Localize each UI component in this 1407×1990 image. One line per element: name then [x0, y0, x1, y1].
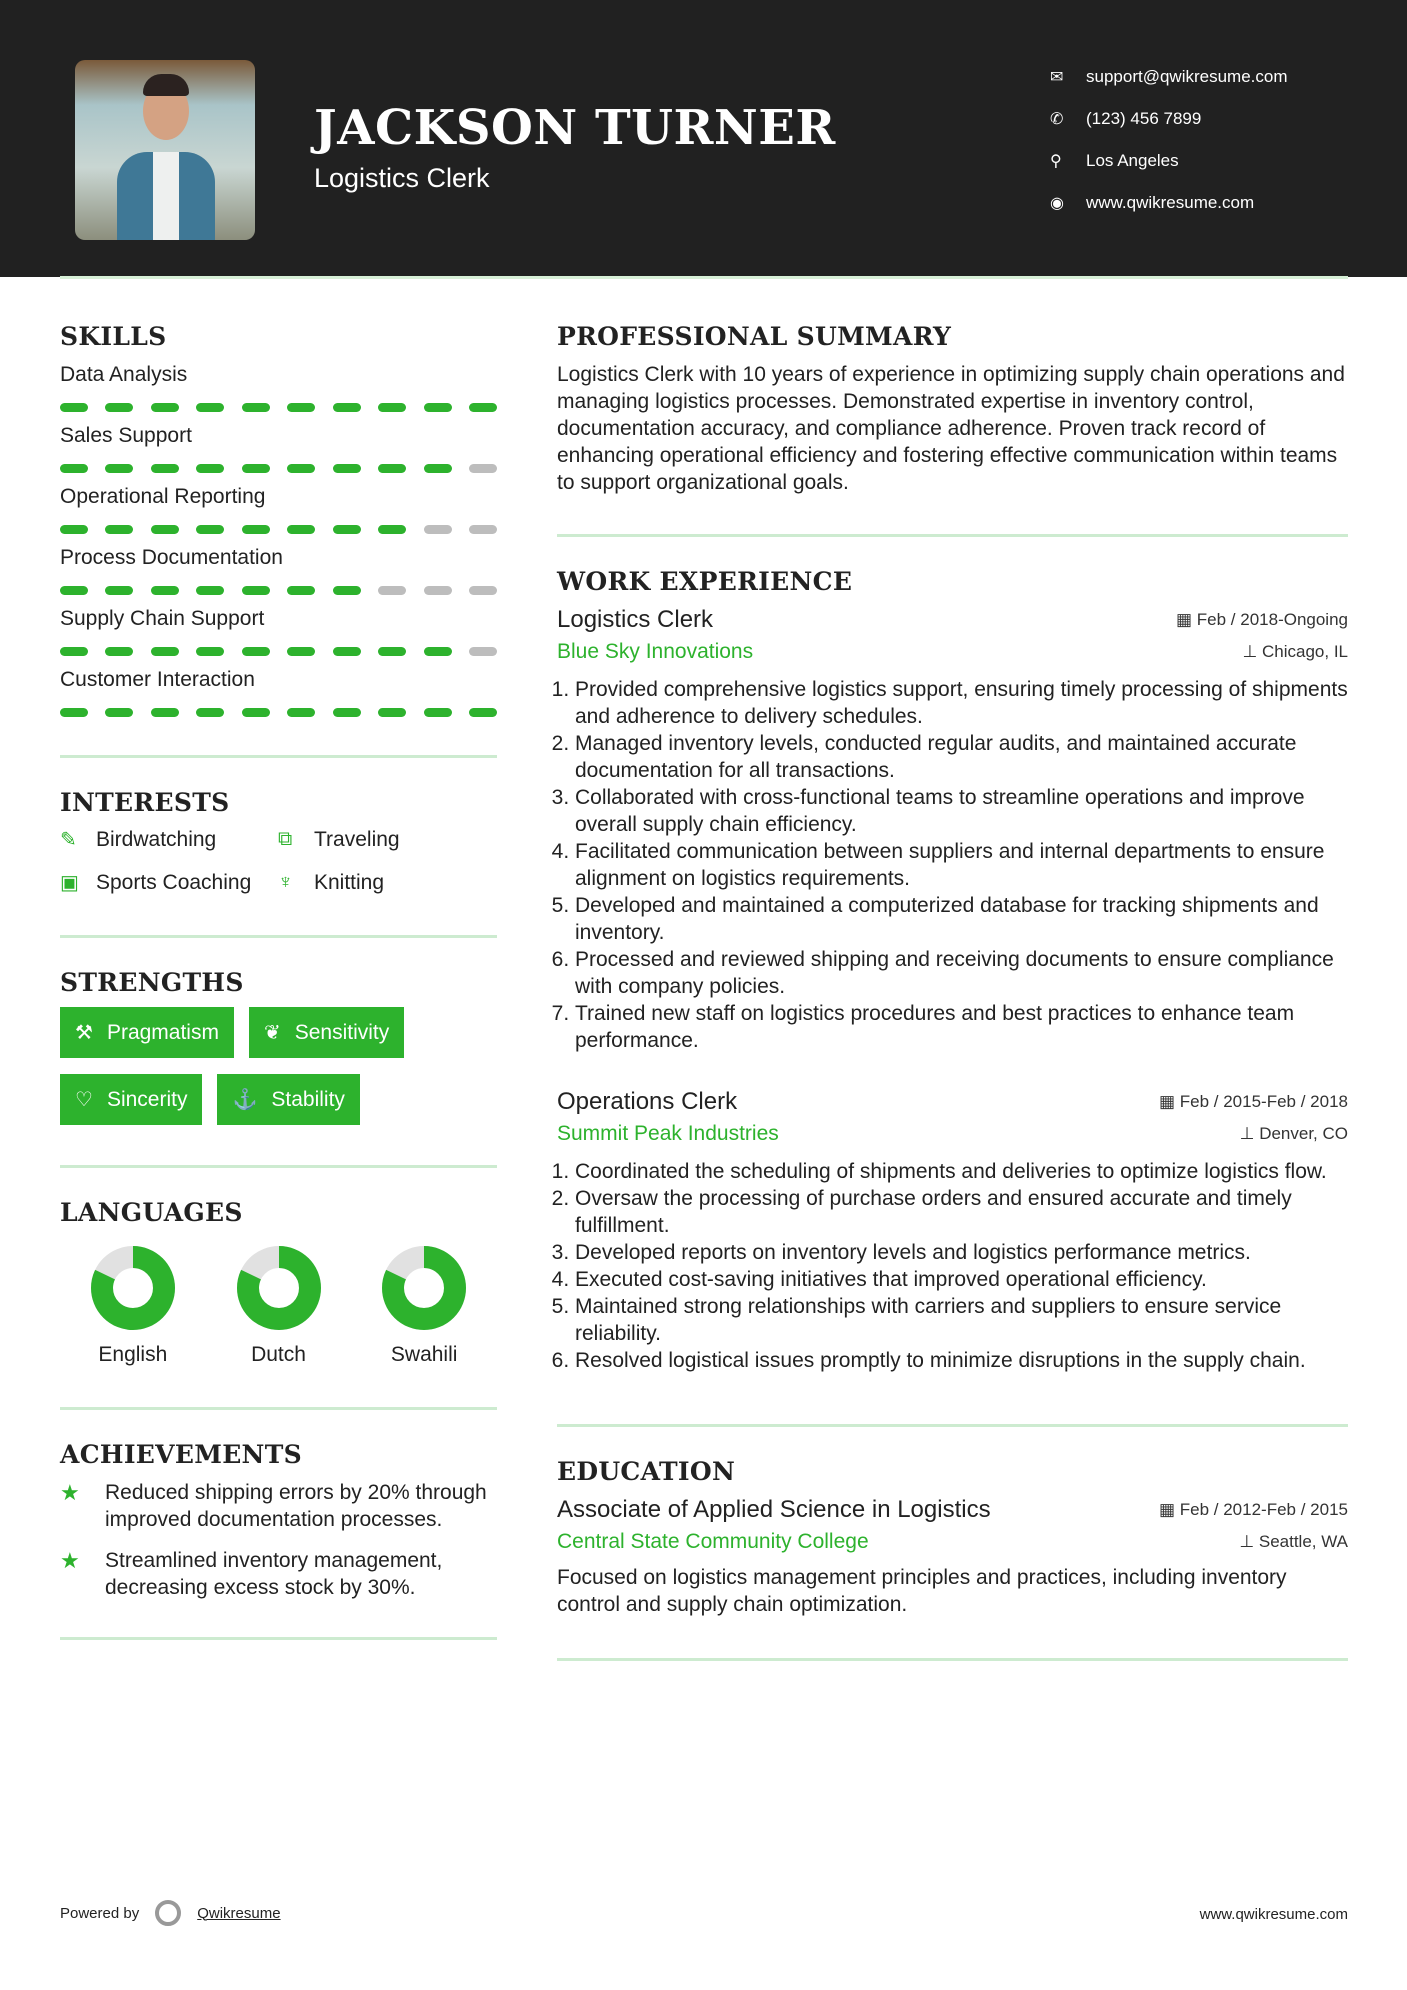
skill-dash-filled [196, 525, 224, 534]
left-column [60, 322, 497, 1640]
skill-dash-empty [469, 586, 497, 595]
skill-dash-filled [333, 403, 361, 412]
skill-dash-filled [196, 708, 224, 717]
job-dates [1176, 610, 1348, 630]
achievement-item [60, 1479, 497, 1533]
skill-dash-filled [333, 586, 361, 595]
star-icon: ★ [60, 1548, 80, 1573]
job-bullet: 6. Resolved logistical issues promptly to minimize disruptions in the supply chain. [575, 1347, 1348, 1374]
job-bullet: 4. Executed cost-saving initiatives that improved operational efficiency. [575, 1266, 1348, 1293]
skill-level-bar [60, 647, 497, 656]
skill-level-bar [60, 464, 497, 473]
strength-badge [60, 1074, 202, 1125]
skill-label: Supply Chain Support [60, 607, 265, 630]
skill-dash-filled [105, 647, 133, 656]
skill-dash-filled [242, 586, 270, 595]
job-bullet: 1. Provided comprehensive logistics support, ensuring timely processing of shipments and adherence to delivery schedules. [575, 676, 1348, 730]
skill-dash-filled [105, 525, 133, 534]
skill-label: Process Documentation [60, 546, 283, 569]
anchor-icon: ⚓ [232, 1089, 258, 1111]
summary-text: Logistics Clerk with 10 years of experience in optimizing supply chain operations and managing logistics processes. Demonstrated expertise in inventory control, documentation accuracy, and compliance adherence. Proven track record of enhancing operational efficiency and fostering effective communication within teams to support organizational goals. [557, 363, 1345, 494]
job-entry [557, 1088, 1348, 1374]
skill-dash-empty [469, 525, 497, 534]
contact-item [1050, 56, 1288, 98]
job-header [557, 606, 1348, 634]
job-bullet: 3. Developed reports on inventory levels and logistics performance metrics. [575, 1239, 1348, 1266]
header-divider [60, 276, 1348, 279]
job-bullets [557, 1158, 1348, 1374]
job-entry [557, 606, 1348, 1054]
skill-dash-filled [151, 647, 179, 656]
skill-dash-filled [333, 464, 361, 473]
profile-photo [75, 60, 255, 240]
skill-dash-filled [287, 403, 315, 412]
contact-item [1050, 98, 1288, 140]
strengths-list [60, 1007, 497, 1125]
skill-dash-filled [196, 647, 224, 656]
section-divider [557, 1424, 1348, 1427]
skill-dash-filled [151, 403, 179, 412]
calendar-icon: ▦ [1158, 1092, 1180, 1111]
company-name: Summit Peak Industries [557, 1122, 779, 1145]
contact-item [1050, 140, 1288, 182]
skill-dash-empty [469, 647, 497, 656]
language-donut [90, 1245, 176, 1331]
contact-text[interactable]: Los Angeles [1086, 151, 1179, 170]
contact-list [1050, 56, 1288, 224]
jobs-list [557, 606, 1348, 1374]
section-divider [60, 1407, 497, 1410]
skill-dash-filled [105, 708, 133, 717]
skill-dash-filled [60, 464, 88, 473]
skill-dash-filled [105, 586, 133, 595]
pin-icon: ⊥ [1239, 1532, 1259, 1551]
skill-dash-empty [469, 464, 497, 473]
skill-level-bar [60, 525, 497, 534]
interest-label: Traveling [314, 827, 400, 851]
skill-dash-filled [469, 708, 497, 717]
skill-dash-filled [151, 586, 179, 595]
interest-item [60, 870, 278, 895]
school: Central State Community College [557, 1530, 869, 1553]
skill-dash-filled [378, 464, 406, 473]
job-dates-text: Feb / 2015-Feb / 2018 [1179, 1092, 1348, 1111]
skill-dash-filled [60, 647, 88, 656]
skills-list [60, 361, 497, 717]
section-divider [557, 1658, 1348, 1661]
language-donut [381, 1245, 467, 1331]
skill-dash-filled [287, 586, 315, 595]
job-location-text: Chicago, IL [1262, 642, 1348, 661]
section-divider [557, 534, 1348, 537]
qwikresume-logo-icon [155, 1900, 181, 1926]
skill-dash-filled [242, 525, 270, 534]
education-location: Seattle, WA [1258, 1532, 1348, 1551]
achievement-text: Reduced shipping errors by 20% through improved documentation processes. [105, 1481, 487, 1531]
skill-dash-filled [378, 525, 406, 534]
language-item [206, 1245, 352, 1367]
job-bullets [557, 676, 1348, 1054]
job-location-text: Denver, CO [1259, 1124, 1348, 1143]
job-bullet: 5. Maintained strong relationships with carriers and suppliers to ensure service reliability. [575, 1293, 1348, 1347]
section-divider [60, 1165, 497, 1168]
skill-dash-filled [60, 403, 88, 412]
right-column [557, 322, 1348, 1661]
interest-label: Sports Coaching [96, 870, 252, 894]
education-heading: EDUCATION [557, 1457, 736, 1486]
contact-text[interactable]: support@qwikresume.com [1086, 67, 1288, 86]
calendar-icon: ▦ [1175, 610, 1197, 629]
interests-list [60, 827, 497, 895]
skill-dash-filled [333, 647, 361, 656]
skill-dash-filled [105, 464, 133, 473]
leaf-icon: ❦ [263, 1022, 281, 1044]
job-bullet: 3. Collaborated with cross-functional teams to streamline operations and improve overall supply chain efficiency. [575, 784, 1348, 838]
binoculars-icon: ⧉ [278, 828, 293, 850]
skill-level-bar [60, 403, 497, 412]
qwikresume-link[interactable]: Qwikresume [197, 1904, 281, 1922]
strength-label: Sincerity [106, 1087, 188, 1111]
skill-dash-filled [60, 586, 88, 595]
languages-heading: LANGUAGES [60, 1198, 243, 1227]
skill-dash-filled [378, 708, 406, 717]
interest-item [278, 870, 497, 895]
language-label: Swahili [390, 1343, 458, 1366]
skill-dash-filled [105, 403, 133, 412]
skill-dash-filled [242, 403, 270, 412]
achievements-list [60, 1479, 497, 1601]
job-bullet: 2. Managed inventory levels, conducted regular audits, and maintained accurate documentation for all transactions. [575, 730, 1348, 784]
summary-heading: PROFESSIONAL SUMMARY [557, 322, 952, 351]
phone-icon: ✆ [1050, 111, 1064, 128]
contact-text[interactable]: www.qwikresume.com [1086, 193, 1255, 212]
language-donut [236, 1245, 322, 1331]
section-divider [60, 755, 497, 758]
job-bullet: 4. Facilitated communication between suppliers and internal departments to ensure alignment on logistics requirements. [575, 838, 1348, 892]
strength-badge [217, 1074, 359, 1125]
degree: Associate of Applied Science in Logistics [557, 1496, 991, 1523]
skill-dash-empty [424, 525, 452, 534]
interest-label: Knitting [314, 870, 385, 894]
strength-label: Stability [271, 1087, 345, 1111]
job-subheader [557, 1122, 1348, 1146]
contact-text[interactable]: (123) 456 7899 [1086, 109, 1202, 128]
skill-label: Sales Support [60, 424, 192, 447]
education-dates: Feb / 2012-Feb / 2015 [1179, 1500, 1348, 1519]
star-icon: ★ [60, 1480, 80, 1505]
interests-heading: INTERESTS [60, 788, 230, 817]
footer-powered-by [60, 1900, 281, 1926]
skill-dash-empty [378, 586, 406, 595]
pin-icon: ⊥ [1242, 642, 1262, 661]
job-title: Logistics Clerk [557, 606, 714, 633]
skill-level-bar [60, 586, 497, 595]
interest-label: Birdwatching [96, 827, 217, 851]
job-bullet: 6. Processed and reviewed shipping and receiving documents to ensure compliance with company policies. [575, 946, 1348, 1000]
skill-dash-filled [424, 708, 452, 717]
skill-dash-filled [242, 647, 270, 656]
language-label: Dutch [251, 1343, 306, 1366]
skill-dash-filled [469, 403, 497, 412]
strength-label: Sensitivity [294, 1020, 390, 1044]
strength-label: Pragmatism [106, 1020, 219, 1044]
skill-dash-filled [196, 403, 224, 412]
skill-label: Data Analysis [60, 363, 188, 386]
achievement-text: Streamlined inventory management, decreasing excess stock by 30%. [105, 1549, 443, 1599]
skill-dash-filled [287, 708, 315, 717]
footer-url[interactable]: www.qwikresume.com [1199, 1906, 1348, 1923]
skill-dash-filled [242, 708, 270, 717]
languages-list [60, 1245, 497, 1367]
skill-label: Operational Reporting [60, 485, 266, 508]
language-item [351, 1245, 497, 1367]
job-location [1242, 642, 1348, 662]
education-description: Focused on logistics management principles and practices, including inventory control and supply chain optimization. [557, 1566, 1287, 1616]
strengths-heading: STRENGTHS [60, 968, 244, 997]
language-label: English [98, 1343, 168, 1366]
globe-icon: ◉ [1050, 195, 1064, 212]
strength-badge [249, 1007, 404, 1058]
pin-icon: ⊥ [1239, 1124, 1260, 1143]
job-bullet: 2. Oversaw the processing of purchase orders and ensured accurate and timely fulfillment. [575, 1185, 1348, 1239]
job-bullet: 5. Developed and maintained a computerized database for tracking shipments and inventory. [575, 892, 1348, 946]
calendar-icon: ▦ [1158, 1500, 1180, 1519]
skill-level-bar [60, 708, 497, 717]
interest-item [278, 827, 497, 852]
skills-heading: SKILLS [60, 322, 167, 351]
envelope-icon: ✉ [1050, 69, 1064, 86]
education-header [557, 1496, 1348, 1524]
job-dates-text: Feb / 2018-Ongoing [1196, 610, 1348, 629]
skill-dash-filled [242, 464, 270, 473]
skill-dash-filled [60, 525, 88, 534]
map-pin-icon: ⚲ [1050, 153, 1062, 170]
skill-dash-filled [424, 403, 452, 412]
job-header [557, 1088, 1348, 1116]
skill-dash-filled [60, 708, 88, 717]
language-item [60, 1245, 206, 1367]
heart-icon: ♡ [75, 1089, 93, 1111]
section-divider [60, 1637, 497, 1640]
skill-dash-filled [333, 708, 361, 717]
job-bullet: 1. Coordinated the scheduling of shipments and deliveries to optimize logistics flow. [575, 1158, 1348, 1185]
skill-dash-filled [333, 525, 361, 534]
experience-heading: WORK EXPERIENCE [557, 567, 853, 596]
powered-by-label: Powered by [60, 1904, 140, 1922]
job-bullet: 7. Trained new staff on logistics procedures and best practices to enhance team performance. [575, 1000, 1348, 1054]
job-subheader [557, 640, 1348, 664]
job-title: Operations Clerk [557, 1088, 738, 1115]
skill-dash-filled [287, 464, 315, 473]
job-location [1240, 1124, 1348, 1144]
company-name: Blue Sky Innovations [557, 640, 754, 663]
achievement-item [60, 1547, 497, 1601]
candidate-name: JACKSON TURNER [314, 100, 836, 156]
suitcase-icon: ▣ [60, 872, 79, 894]
edit-icon: ✎ [60, 829, 77, 851]
skill-dash-filled [287, 525, 315, 534]
candidate-title: Logistics Clerk [314, 163, 490, 193]
resume-header [0, 0, 1407, 277]
skill-dash-filled [287, 647, 315, 656]
skill-label: Customer Interaction [60, 668, 255, 691]
skill-dash-empty [424, 586, 452, 595]
skill-dash-filled [378, 647, 406, 656]
skill-dash-filled [196, 464, 224, 473]
strength-badge [60, 1007, 234, 1058]
achievements-heading: ACHIEVEMENTS [60, 1440, 302, 1469]
skill-dash-filled [151, 708, 179, 717]
skill-dash-filled [378, 403, 406, 412]
skill-dash-filled [424, 464, 452, 473]
job-dates [1159, 1092, 1348, 1112]
trophy-icon: ♆ [278, 871, 293, 893]
contact-item [1050, 182, 1288, 224]
interest-item [60, 827, 278, 852]
skill-dash-filled [151, 464, 179, 473]
skill-dash-filled [196, 586, 224, 595]
section-divider [60, 935, 497, 938]
skill-dash-filled [424, 647, 452, 656]
gavel-icon: ⚒ [75, 1022, 93, 1044]
skill-dash-filled [151, 525, 179, 534]
